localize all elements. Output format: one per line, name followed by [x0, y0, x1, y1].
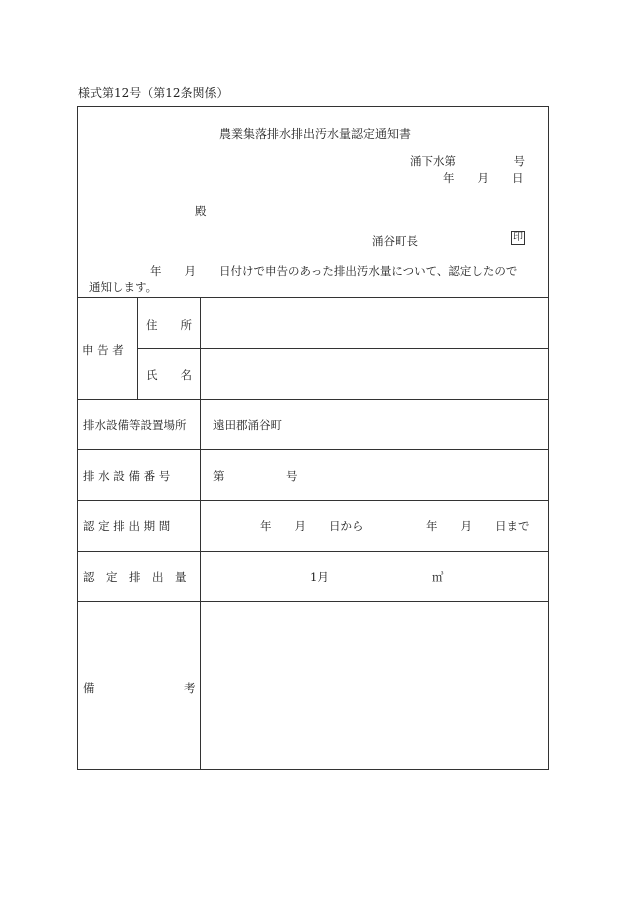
applicant-split-rule [137, 348, 549, 349]
document-title: 農業集落排水排出汚水量認定通知書 [219, 127, 412, 141]
period-to[interactable]: 年 月 日まで [426, 519, 530, 533]
equipment-number-label: 排 水 設 備 番 号 [83, 469, 171, 483]
seal-stamp: 印 [513, 232, 523, 243]
form-number-label: 様式第12号（第12条関係） [78, 86, 229, 100]
name-label: 氏 名 [146, 368, 192, 382]
issue-date: 年 月 日 [443, 171, 524, 185]
volume-unit: ㎥ [432, 570, 444, 584]
volume-period: 1月 [310, 570, 329, 584]
equipment-number-suffix: 号 [286, 469, 298, 483]
location-value[interactable]: 遠田郡涌谷町 [213, 418, 282, 432]
addressee-suffix: 殿 [195, 204, 207, 218]
notice-body-line-2: 通知します。 [89, 280, 158, 294]
address-label: 住 所 [146, 318, 192, 332]
notice-body-line-1: 年 月 日付けで申告のあった排出汚水量について、認定したので [150, 264, 518, 278]
sender-title: 涌谷町長 [372, 234, 418, 248]
period-label: 認 定 排 出 期 間 [83, 519, 171, 533]
row-rule-remarks [77, 601, 549, 602]
row-rule-period [77, 500, 549, 501]
row-rule-volume [77, 551, 549, 552]
label-column-divider [200, 297, 201, 770]
row-rule-number [77, 449, 549, 450]
remarks-label-left: 備 [83, 681, 95, 695]
applicant-label: 申 告 者 [82, 343, 124, 357]
notice-form-frame [77, 106, 549, 770]
equipment-number-prefix: 第 [213, 469, 225, 483]
row-rule-location [77, 399, 549, 400]
location-label: 排水設備等設置場所 [83, 418, 187, 432]
document-number: 涌下水第 号 [410, 154, 525, 168]
applicant-inner-divider [137, 297, 138, 399]
period-from[interactable]: 年 月 日から [260, 519, 364, 533]
table-top-rule [77, 297, 549, 298]
volume-label: 認 定 排 出 量 [83, 570, 187, 584]
remarks-label-right: 考 [184, 681, 196, 695]
